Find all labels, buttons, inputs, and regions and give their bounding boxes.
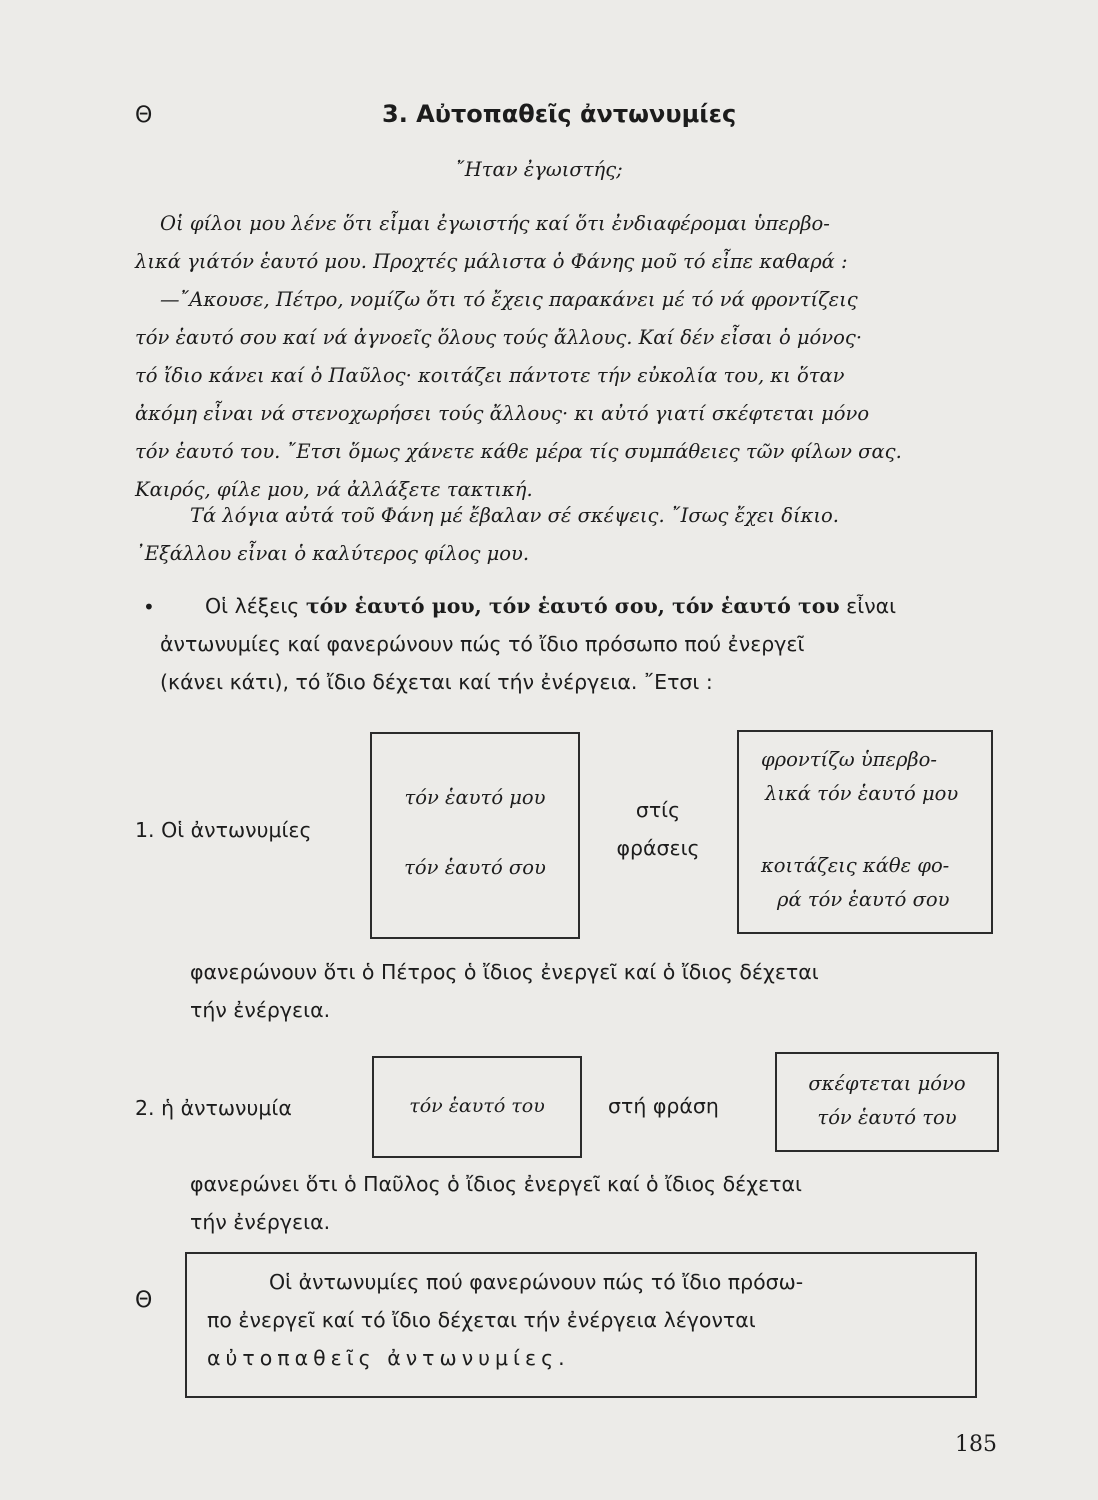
story-line: ᾿Εξάλλου εἶναι ὁ καλύτερος φίλος μου.: [135, 542, 530, 565]
explanation-suffix: εἶναι: [839, 594, 897, 618]
example2-after: τήν ἐνέργεια.: [190, 1210, 331, 1234]
example1-right-phrase: λικά τόν ἑαυτό μου: [765, 782, 959, 805]
theta-icon: Θ: [135, 103, 153, 128]
story-line: —῎Ακουσε, Πέτρο, νομίζω ὅτι τό ἔχεις παρακάνει μέ τό νά φροντίζεις: [160, 288, 858, 311]
explanation-line: ἀντωνυμίες καί φανερώνουν πώς τό ἴδιο πρόσωπο πού ἐνεργεῖ: [160, 632, 805, 656]
story-line: τόν ἑαυτό σου καί νά ἀγνοεῖς ὅλους τούς ἄλλους. Καί δέν εἶσαι ὁ μόνος·: [135, 326, 863, 349]
example2-right-phrase: τόν ἑαυτό του: [817, 1106, 957, 1129]
explanation-bold-terms: τόν ἑαυτό μου, τόν ἑαυτό σου, τόν ἑαυτό του: [305, 594, 840, 618]
example1-right-box: [737, 730, 993, 934]
rule-term: αὐτοπαθεῖς ἀντωνυμίες.: [207, 1346, 570, 1370]
story-line: Καιρός, φίλε μου, νά ἀλλάξετε τακτική.: [135, 478, 533, 501]
example1-left-phrase: τόν ἑαυτό σου: [404, 856, 546, 879]
story-line: λικά γιάτόν ἑαυτό μου. Προχτές μάλιστα ὁ Φάνης μοῦ τό εἶπε καθαρά :: [135, 250, 848, 273]
story-line: τόν ἑαυτό του. ῎Ετσι ὅμως χάνετε κάθε μέρα τίς συμπάθειες τῶν φίλων σας.: [135, 440, 902, 463]
section-title: 3. Αὐτοπαθεῖς ἀντωνυμίες: [382, 100, 737, 128]
example1-middle: φράσεις: [616, 836, 700, 860]
page-number: 185: [955, 1432, 997, 1457]
example2-label: 2. ἡ ἀντωνυμία: [135, 1096, 292, 1120]
example1-after: φανερώνουν ὅτι ὁ Πέτρος ὁ ἴδιος ἐνεργεῖ καί ὁ ἴδιος δέχεται: [190, 960, 819, 984]
example2-left-phrase: τόν ἑαυτό του: [409, 1095, 545, 1117]
explanation-line: (κάνει κάτι), τό ἴδιο δέχεται καί τήν ἐνέργεια. ῎Ετσι :: [160, 670, 713, 694]
story-line: Οἱ φίλοι μου λένε ὅτι εἶμαι ἐγωιστής καί ὅτι ἐνδιαφέρομαι ὑπερβο-: [160, 212, 830, 235]
rule-line: Οἱ ἀντωνυμίες πού φανερώνουν πώς τό ἴδιο πρόσω-: [269, 1270, 804, 1294]
theta-icon: Θ: [135, 1288, 153, 1313]
example2-middle: στή φράση: [608, 1094, 719, 1118]
example1-middle: στίς: [635, 798, 681, 822]
explanation-prefix: Οἱ λέξεις: [205, 594, 306, 618]
example2-after: φανερώνει ὅτι ὁ Παῦλος ὁ ἴδιος ἐνεργεῖ καί ὁ ἴδιος δέχεται: [190, 1172, 802, 1196]
story-line: Τά λόγια αὐτά τοῦ Φάνη μέ ἔβαλαν σέ σκέψεις. ῎Ισως ἔχει δίκιο.: [190, 504, 839, 527]
example2-right-phrase: σκέφτεται μόνο: [808, 1072, 966, 1095]
rule-box: [185, 1252, 977, 1398]
example1-right-phrase: κοιτάζεις κάθε φο-: [761, 854, 950, 877]
bullet-icon: •: [143, 595, 155, 619]
example1-left-box: [370, 732, 580, 939]
example1-right-phrase: φροντίζω ὑπερβο-: [761, 748, 938, 771]
example1-after: τήν ἐνέργεια.: [190, 998, 331, 1022]
example1-right-phrase: ρά τόν ἑαυτό σου: [777, 888, 950, 911]
example2-right-box: [775, 1052, 999, 1152]
story-line: ἀκόμη εἶναι νά στενοχωρήσει τούς ἄλλους· κι αὐτό γιατί σκέφτεται μόνο: [135, 402, 870, 425]
rule-line: πο ἐνεργεῖ καί τό ἴδιο δέχεται τήν ἐνέργεια λέγονται: [207, 1308, 756, 1332]
example1-left-phrase: τόν ἑαυτό μου: [404, 786, 546, 809]
example2-left-box: [372, 1056, 582, 1158]
explanation-line: [205, 594, 896, 618]
story-subtitle: ῎Ηταν ἐγωιστής;: [455, 158, 623, 181]
story-line: τό ἴδιο κάνει καί ὁ Παῦλος· κοιτάζει πάντοτε τήν εὐκολία του, κι ὅταν: [135, 364, 845, 387]
example1-label: 1. Οἱ ἀντωνυμίες: [135, 818, 312, 842]
